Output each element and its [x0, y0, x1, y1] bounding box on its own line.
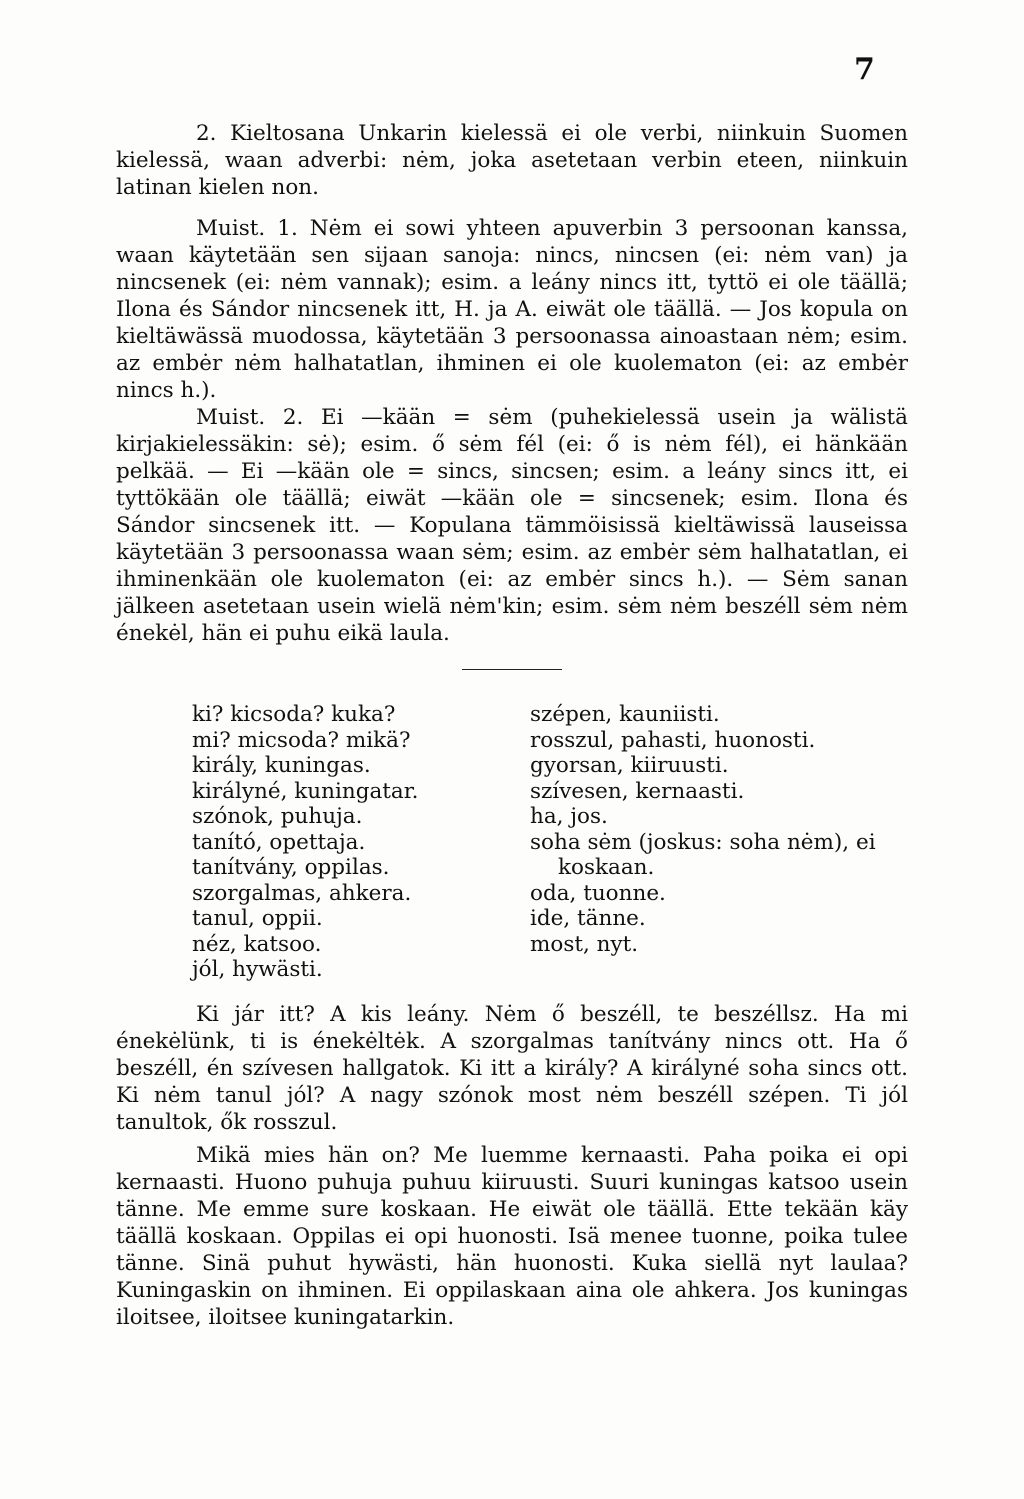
vocab-item: szépen, kauniisti. — [530, 702, 720, 727]
page-number: 7 — [854, 52, 875, 87]
vocab-item: gyorsan, kiiruusti. — [530, 753, 729, 778]
vocab-item: király, kuningas. — [192, 753, 371, 778]
vocab-item: mi? micsoda? mikä? — [192, 727, 411, 753]
finnish-exercise: Mikä mies hän on? Me luemme kernaasti. Paha poika ei opi kernaasti. Huono puhuja puhuu kiiruusti. Suuri kuningas katsoo usein tänne. Me emme sure koskaan. He eiwät ole täällä. Ette tekään käy täällä koskaan. Oppilas ei opi huonosti. Isä menee tuonne, poika tulee tänne. Sinä puhut hywästi, hän huonosti. Kuka siellä nyt laulaa? Kuningaskin on ihminen. Ei oppilaskaan aina ole ahkera. Jos kuningas iloitsee, iloitsee kuningatarkin. — [116, 1142, 908, 1330]
vocab-item: ha, jos. — [530, 804, 608, 829]
section-divider — [462, 669, 562, 670]
reading-exercises — [116, 1001, 908, 1331]
vocabulary-column-right — [530, 702, 908, 983]
vocab-item: ide, tänne. — [530, 906, 646, 931]
section-2-paragraph: 2. Kieltosana Unkarin kielessä ei ole verbi, niinkuin Suomen kielessä, waan adverbi: nėm, joka asetetaan verbin eteen, niinkuin latinan kielen non. — [116, 121, 908, 200]
page-body — [116, 120, 908, 1331]
vocabulary-list — [116, 702, 908, 983]
vocab-item: rosszul, pahasti, huonosti. — [530, 727, 816, 753]
vocab-item: tanító, opettaja. — [192, 829, 366, 855]
vocab-item: tanítvány, oppilas. — [192, 855, 390, 880]
vocab-item: ki? kicsoda? kuka? — [192, 702, 396, 727]
hungarian-exercise: Ki jár itt? A kis leány. Nėm ő beszéll, te beszéllsz. Ha mi énekėlünk, ti is énekėltėk. A szorgalmas tanítvány nincs ott. Ha ő beszéll, én szívesen hallgatok. Ki itt a király? A királyné soha sincs ott. Ki nėm tanul jól? A nagy szónok most nėm beszéll szépen. Ti jól tanultok, ők rosszul. — [116, 1001, 908, 1135]
note-1: Muist. 1. Nėm ei sowi yhteen apuverbin 3 persoonan kanssa, waan käytetään sen sijaan sanoja: nincs, nincsen (ei: nėm van) ja nincsenek (ei: nėm vannak); esim. a leány nincs itt, tyttö ei ole täällä; Ilona és Sándor nincsenek itt, H. ja A. eiwät ole täällä. — Jos kopula on kieltäwässä muodossa, käytetään 3 persoonassa ainoastaan nėm; esim. az embėr nėm halhatatlan, ihminen ei ole kuolematon (ei: az embėr nincs h.). — [116, 216, 908, 403]
vocabulary-column-left — [192, 702, 492, 983]
vocab-item: jól, hywästi. — [192, 957, 323, 982]
vocab-item: most, nyt. — [530, 931, 639, 957]
vocab-item: soha sėm (joskus: soha nėm), ei koskaan. — [530, 829, 876, 880]
notes-block — [116, 215, 908, 647]
vocab-item: szívesen, kernaasti. — [530, 778, 745, 804]
vocab-item: királyné, kuningatar. — [192, 778, 419, 804]
vocab-item: szónok, puhuja. — [192, 804, 363, 829]
note-2: Muist. 2. Ei —kään = sėm (puhekielessä usein ja wälistä kirjakielessäkin: sė); esim. ő sėm fél (ei: ő is nėm fél), ei hänkään pelkää. — Ei —kään ole = sincs, sincsen; esim. a leány sincs itt, ei tyttökään ole täällä; eiwät —kään ole = sincsenek; esim. Ilona és Sándor sincsenek itt. — Kopulana tämmöisissä kieltäwissä lauseissa käytetään 3 persoonassa waan sėm; esim. az embėr sėm halhatatlan, ei ihminenkään ole kuolematon (ei: az embėr sincs h.). — Sėm sanan jälkeen asetetaan usein wielä nėm'kin; esim. sėm nėm beszéll sėm nėm énekėl, hän ei puhu eikä laula. — [116, 405, 908, 646]
vocab-item: tanul, oppii. — [192, 906, 323, 931]
vocab-item: néz, katsoo. — [192, 931, 322, 957]
vocab-item: oda, tuonne. — [530, 880, 666, 906]
vocab-item: szorgalmas, ahkera. — [192, 880, 412, 906]
